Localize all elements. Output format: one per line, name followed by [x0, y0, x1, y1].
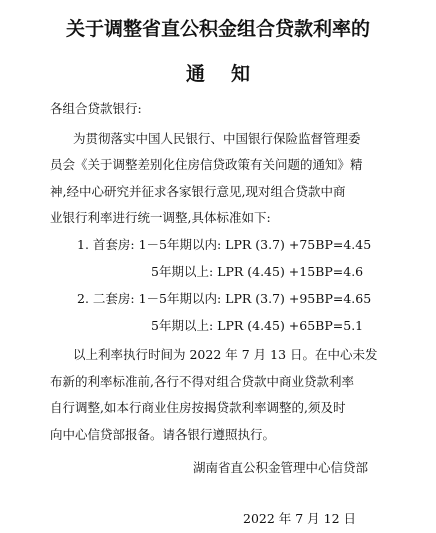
salutation: 各组合贷款银行: [50, 101, 142, 116]
intro-line: 神,经中心研究并征求各家银行意见,现对组合贷款中商 [50, 184, 346, 199]
rate-item-2-line-2: 5年期以上: LPR (4.45) +65BP=5.1 [151, 318, 364, 333]
intro-line: 员会《关于调整差别化住房信贷政策有关问题的通知》精 [50, 157, 363, 172]
closing-line: 以上利率执行时间为 2022 年 7 月 13 日。在中心未发 [73, 347, 378, 362]
intro-line: 为贯彻落实中国人民银行、中国银行保险监督管理委 [73, 131, 361, 146]
intro-line: 业银行利率进行统一调整,具体标准如下: [50, 210, 271, 225]
rate-item-1-line-2: 5年期以上: LPR (4.45) +15BP=4.6 [151, 264, 364, 279]
closing-line: 向中心信贷部报备。请各银行遵照执行。 [50, 427, 276, 442]
document-title-line-2: 通知 [185, 63, 276, 85]
document-title-line-1: 关于调整省直公积金组合贷款利率的 [65, 18, 370, 40]
closing-line: 自行调整,如本行商业住房按揭贷款利率调整的,须及时 [50, 400, 346, 415]
rate-item-2-line-1: 2. 二套房: 1－5年期以内: LPR (3.7) +95BP=4.65 [77, 291, 372, 306]
signature: 湖南省直公积金管理中心信贷部 [193, 460, 369, 475]
rate-item-1-line-1: 1. 首套房: 1－5年期以内: LPR (3.7) +75BP=4.45 [77, 237, 372, 252]
document-date: 2022 年 7 月 12 日 [243, 511, 357, 526]
closing-line: 布新的利率标准前,各行不得对组合贷款中商业贷款利率 [50, 374, 354, 389]
